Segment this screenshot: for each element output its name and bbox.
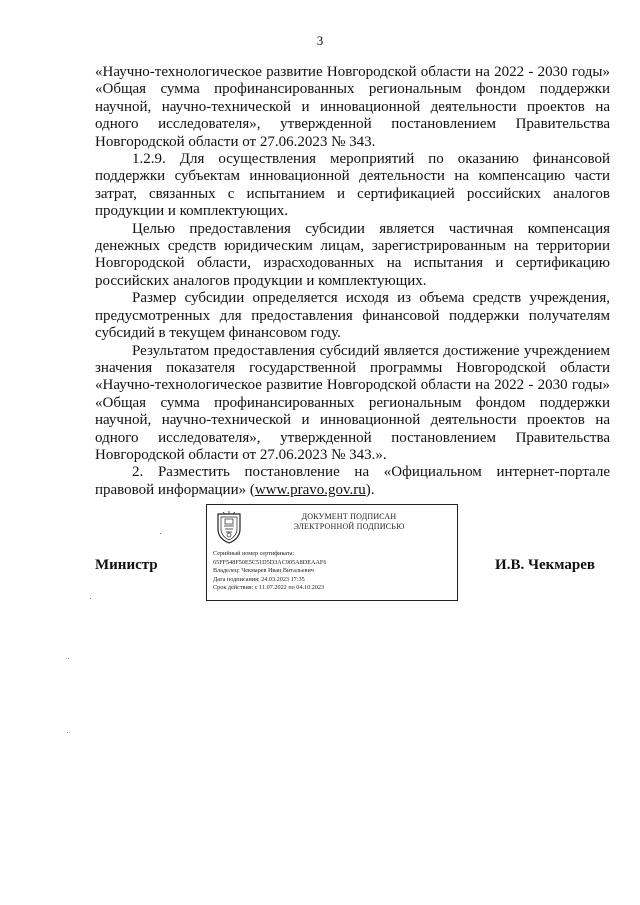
stamp-heading-line-1: ДОКУМЕНТ ПОДПИСАН bbox=[301, 512, 397, 521]
stamp-serial-label: Серийный номер сертификата: bbox=[213, 550, 295, 557]
stamp-serial-number: 65FF548F50E5C51D5D3AC905A8DEAAF6 bbox=[213, 558, 327, 566]
publication-text-end: ). bbox=[365, 481, 375, 498]
stamp-details bbox=[213, 550, 453, 593]
stamp-owner: Владелец: Чекмарев Иван Витальевич bbox=[213, 567, 314, 575]
scan-artifact bbox=[68, 658, 69, 659]
paragraph-subsidy-result: Результатом предоставления субсидий является достижение учреждением значения показателя государственной программы Новгородской области «Научно-технологическое развитие Новгородской области на 2022 - 2030 годы» «Общая сумма профинансированных региональным фондом поддержки научной, научно-технической и инновационной деятельности проектов на одного исследователя», утвержденной постановлением Правительства Новгородской области от 27.06.2023 № 343.». bbox=[95, 342, 610, 463]
signer-name: И.В. Чекмарев bbox=[495, 557, 595, 573]
stamp-validity: Срок действия: с 11.07.2022 по 04.10.2023 bbox=[213, 584, 325, 592]
paragraph-subsidy-purpose: Целью предоставления субсидии является частичная компенсация денежных средств юридическим лицам, зарегистрированным на территории Новгородской области, израсходованных на испытания и сертификацию российских аналогов продукции и комплектующих. bbox=[95, 220, 610, 289]
scan-artifact bbox=[90, 598, 91, 599]
coat-of-arms-icon bbox=[215, 511, 243, 545]
paragraph-continuation: «Научно-технологическое развитие Новгородской области на 2022 - 2030 годы» «Общая сумма профинансированных региональным фондом поддержки научной, научно-технической и инновационной деятельности проектов на одного исследователя», утвержденной постановлением Правительства Новгородской области от 27.06.2023 № 343. bbox=[95, 64, 610, 150]
scan-artifact bbox=[160, 533, 161, 534]
electronic-signature-stamp bbox=[206, 504, 458, 601]
paragraph-subsidy-amount: Размер субсидии определяется исходя из объема средств учреждения, предусмотренных для предоставления финансовой поддержки получателям субсидий в текущем финансовом году. bbox=[95, 290, 610, 342]
scan-artifact bbox=[67, 732, 68, 733]
page-number: 3 bbox=[316, 33, 324, 48]
document-body bbox=[95, 64, 610, 499]
stamp-heading-line-2: ЭЛЕКТРОННОЙ ПОДПИСЬЮ bbox=[293, 522, 405, 531]
paragraph-clause-1-2-9: 1.2.9. Для осуществления мероприятий по оказанию финансовой поддержки субъектам инновационной деятельности на компенсацию части затрат, связанных с испытанием и сертификацией российских аналогов продукции и комплектующих. bbox=[95, 151, 610, 220]
stamp-heading bbox=[249, 512, 449, 532]
publication-text: 2. Разместить постановление на «Официальном интернет-портале правовой информации» ( bbox=[95, 464, 610, 498]
stamp-sign-date: Дата подписания: 24.03.2023 17:35 bbox=[213, 575, 305, 583]
signer-position: Министр bbox=[95, 557, 158, 573]
pravo-gov-link[interactable]: www.pravo.gov.ru bbox=[254, 481, 366, 498]
paragraph-publication bbox=[95, 464, 610, 499]
